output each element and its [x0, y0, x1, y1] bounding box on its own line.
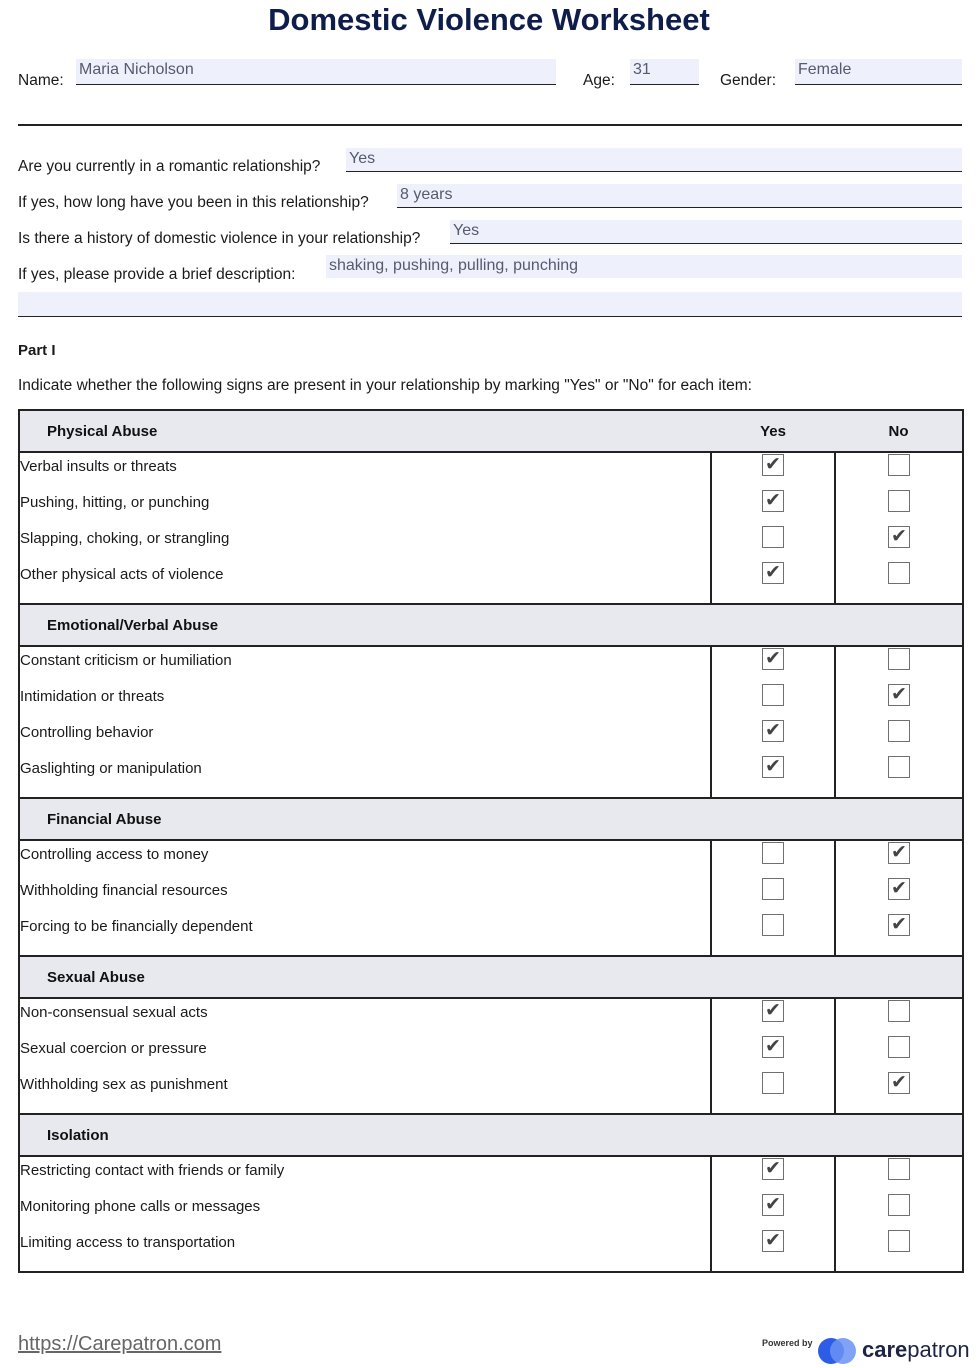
no-checkbox[interactable] — [888, 648, 910, 670]
carepatron-logo — [818, 1334, 970, 1366]
yes-checkbox[interactable] — [762, 526, 784, 548]
carepatron-logo-icon — [818, 1334, 858, 1366]
no-checkbox[interactable] — [888, 1230, 910, 1252]
section-body — [19, 646, 963, 798]
sign-item: Controlling behavior — [20, 724, 154, 741]
no-column-header — [835, 798, 963, 840]
section-header — [19, 956, 963, 998]
yes-checkbox[interactable] — [762, 756, 784, 778]
yes-checkbox[interactable] — [762, 454, 784, 476]
yes-checkbox[interactable] — [762, 1194, 784, 1216]
sign-item: Limiting access to transportation — [20, 1234, 236, 1251]
yes-column — [711, 452, 835, 604]
section-title: Isolation — [19, 1114, 711, 1156]
yes-checkbox[interactable] — [762, 1230, 784, 1252]
yes-checkbox[interactable] — [762, 1000, 784, 1022]
yes-column-header: Yes — [711, 410, 835, 452]
carepatron-wordmark: carepatron — [862, 1337, 970, 1362]
item-list — [19, 998, 711, 1114]
gender-label: Gender: — [720, 72, 777, 89]
item-list — [19, 452, 711, 604]
history-answer[interactable]: Yes — [450, 220, 962, 244]
section-header — [19, 1114, 963, 1156]
sign-item: Withholding financial resources — [20, 882, 228, 899]
yes-column-header — [711, 604, 835, 646]
sign-item: Sexual coercion or pressure — [20, 1040, 207, 1057]
description-question: If yes, please provide a brief description: — [18, 266, 296, 283]
sign-item: Intimidation or threats — [20, 688, 165, 705]
sign-item: Monitoring phone calls or messages — [20, 1198, 261, 1215]
age-label: Age: — [583, 72, 615, 89]
no-column-header — [835, 1114, 963, 1156]
duration-question: If yes, how long have you been in this relationship? — [18, 194, 369, 211]
worksheet-title: Domestic Violence Worksheet — [268, 2, 710, 37]
yes-checkbox[interactable] — [762, 562, 784, 584]
section-body — [19, 840, 963, 956]
relationship-answer[interactable]: Yes — [346, 148, 962, 172]
sign-item: Pushing, hitting, or punching — [20, 494, 210, 511]
sign-item: Verbal insults or threats — [20, 458, 177, 475]
no-column — [835, 452, 963, 604]
no-checkbox[interactable] — [888, 1072, 910, 1094]
yes-checkbox[interactable] — [762, 842, 784, 864]
sign-item: Non-consensual sexual acts — [20, 1004, 208, 1021]
no-column-header: No — [835, 410, 963, 452]
yes-column — [711, 646, 835, 798]
yes-checkbox[interactable] — [762, 684, 784, 706]
yes-column-header — [711, 798, 835, 840]
gender-field[interactable]: Female — [795, 59, 962, 85]
yes-checkbox[interactable] — [762, 720, 784, 742]
section-header — [19, 604, 963, 646]
description-answer-continued[interactable] — [18, 292, 962, 317]
yes-column-header — [711, 1114, 835, 1156]
no-column-header — [835, 604, 963, 646]
section-header — [19, 798, 963, 840]
signs-table — [18, 409, 964, 1273]
yes-column — [711, 998, 835, 1114]
sign-item: Controlling access to money — [20, 846, 209, 863]
yes-checkbox[interactable] — [762, 490, 784, 512]
history-question: Is there a history of domestic violence in your relationship? — [18, 230, 421, 247]
no-checkbox[interactable] — [888, 914, 910, 936]
name-label: Name: — [18, 72, 64, 89]
duration-answer[interactable]: 8 years — [397, 184, 962, 208]
section-title: Financial Abuse — [19, 798, 711, 840]
no-checkbox[interactable] — [888, 526, 910, 548]
no-checkbox[interactable] — [888, 1194, 910, 1216]
part-heading: Part I — [18, 342, 56, 359]
relationship-question: Are you currently in a romantic relationship? — [18, 158, 321, 175]
section-header — [19, 410, 963, 452]
no-column — [835, 998, 963, 1114]
sign-item: Forcing to be financially dependent — [20, 918, 253, 935]
yes-checkbox[interactable] — [762, 1072, 784, 1094]
no-checkbox[interactable] — [888, 842, 910, 864]
section-body — [19, 452, 963, 604]
yes-column — [711, 840, 835, 956]
powered-by-label: Powered by — [762, 1338, 813, 1348]
no-column-header — [835, 956, 963, 998]
no-checkbox[interactable] — [888, 1000, 910, 1022]
no-checkbox[interactable] — [888, 1158, 910, 1180]
section-title: Emotional/Verbal Abuse — [19, 604, 711, 646]
section-body — [19, 998, 963, 1114]
yes-checkbox[interactable] — [762, 914, 784, 936]
no-checkbox[interactable] — [888, 1036, 910, 1058]
yes-column — [711, 1156, 835, 1272]
yes-column-header — [711, 956, 835, 998]
yes-checkbox[interactable] — [762, 878, 784, 900]
no-checkbox[interactable] — [888, 878, 910, 900]
no-checkbox[interactable] — [888, 490, 910, 512]
item-list — [19, 840, 711, 956]
yes-checkbox[interactable] — [762, 1158, 784, 1180]
carepatron-link[interactable]: https://Carepatron.com — [18, 1333, 222, 1355]
no-checkbox[interactable] — [888, 756, 910, 778]
no-column — [835, 840, 963, 956]
sign-item: Other physical acts of violence — [20, 566, 224, 583]
no-checkbox[interactable] — [888, 562, 910, 584]
age-field[interactable]: 31 — [630, 59, 699, 85]
section-title: Physical Abuse — [19, 410, 711, 452]
sign-item: Withholding sex as punishment — [20, 1076, 228, 1093]
sign-item: Restricting contact with friends or family — [20, 1162, 285, 1179]
no-checkbox[interactable] — [888, 684, 910, 706]
no-column — [835, 646, 963, 798]
no-checkbox[interactable] — [888, 720, 910, 742]
part-instruction: Indicate whether the following signs are present in your relationship by marking "Yes" or "No" for each item: — [18, 377, 752, 394]
item-list — [19, 646, 711, 798]
sign-item: Slapping, choking, or strangling — [20, 530, 230, 547]
sign-item: Gaslighting or manipulation — [20, 760, 202, 777]
section-body — [19, 1156, 963, 1272]
no-checkbox[interactable] — [888, 454, 910, 476]
section-title: Sexual Abuse — [19, 956, 711, 998]
sign-item: Constant criticism or humiliation — [20, 652, 232, 669]
item-list — [19, 1156, 711, 1272]
divider — [18, 124, 962, 126]
yes-checkbox[interactable] — [762, 1036, 784, 1058]
no-column — [835, 1156, 963, 1272]
name-field[interactable]: Maria Nicholson — [76, 59, 556, 85]
description-answer[interactable]: shaking, pushing, pulling, punching — [326, 255, 962, 278]
yes-checkbox[interactable] — [762, 648, 784, 670]
